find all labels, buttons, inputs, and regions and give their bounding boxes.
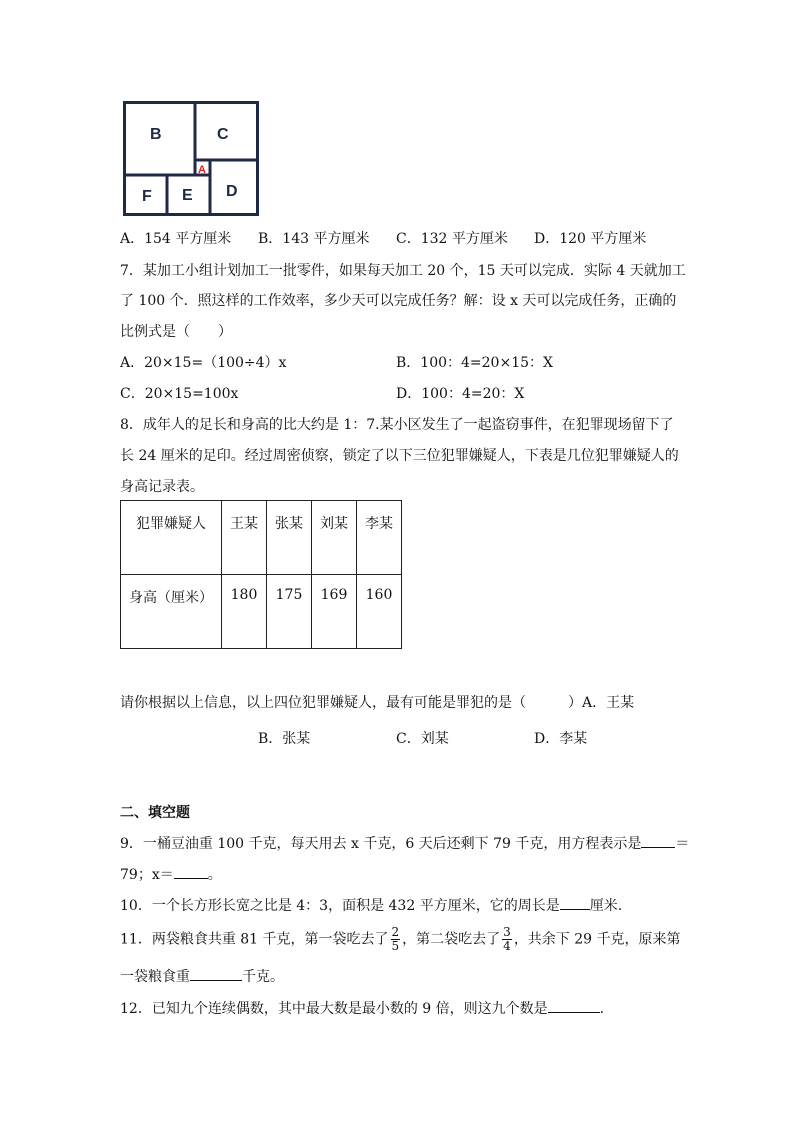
q8-line3: 身高记录表。 [120,479,204,495]
q10-unit: 厘米. [589,898,623,914]
q7-option-b: B．100：4=20×15：X [396,355,553,371]
q12-line [120,998,604,1018]
q8-question: 请你根据以上信息，以上四位犯罪嫌疑人，最有可能是罪犯的是（ ）A．王某 [120,695,635,711]
table-cell: 160 [357,575,402,649]
q10-line [120,895,622,915]
q8-line1: 8．成年人的足长和身高的比大约是 1：7.某小区发生了一起盗窃事件，在犯罪现场留下了 [120,417,674,433]
q10-blank[interactable] [560,895,590,910]
q6-option-c: C．132 平方厘米 [396,231,508,247]
table-cell: 169 [312,575,357,649]
q11-text-4: 一袋粮食重 [120,969,190,985]
table-cell: 175 [267,575,312,649]
label-a: A [198,164,206,176]
label-c: C [217,126,229,143]
label-e: E [182,187,193,204]
fraction-two-fifths [391,926,401,953]
q11-text: 11．两袋粮食共重 81 千克，第一袋吃去了 [120,931,389,948]
q7-line3: 比例式是（ ） [120,324,232,340]
q7-option-a: A．20×15=（100÷4）x [120,355,287,371]
fraction-numerator: 3 [503,925,511,939]
fraction-three-quarters [502,926,512,953]
q7-line1: 7．某加工小组计划加工一批零件，如果每天加工 20 个，15 天可以完成．实际 4 天就加工 [120,263,686,279]
q8-option-d: D．李某 [534,731,588,747]
q8-line2: 长 24 厘米的足印。经过周密侦察，锁定了以下三位犯罪嫌疑人，下表是几位犯罪嫌疑人的 [120,448,679,464]
suspect-height-table [120,500,402,649]
q9-end: 。 [207,867,222,883]
section-title-fill-in: 二、填空题 [120,805,190,821]
q10-text: 10．一个长方形长宽之比是 4：3，面积是 432 平方厘米，它的周长是 [120,898,560,914]
label-f: F [142,188,152,205]
table-header-cell: 犯罪嫌疑人 [121,501,222,575]
q8-option-c: C．刘某 [396,731,449,747]
q6-option-b: B．143 平方厘米 [258,231,370,247]
q8-option-b: B．张某 [258,731,311,747]
q7-option-c: C．20×15=100x [120,386,239,402]
q11-line1 [120,926,681,953]
q6-option-d: D．120 平方厘米 [534,231,647,247]
table-header-cell: 李某 [357,501,402,575]
q12-blank[interactable] [548,998,600,1013]
q6-option-a: A．154 平方厘米 [120,231,232,247]
q11-text-3: ，共余下 29 千克，原来第 [513,931,681,948]
q7-line2: 了 100 个．照这样的工作效率，多少天可以完成任务？解：设 x 天可以完成任务，正确的 [120,293,677,309]
fraction-denominator: 5 [391,939,400,953]
table-cell: 180 [222,575,267,649]
table-header-cell: 张某 [267,501,312,575]
q9-line1 [120,833,689,853]
q9-blank-expression[interactable] [641,833,675,848]
q12-text: 12．已知九个连续偶数，其中最大数是最小数的 9 倍，则这九个数是 [120,1001,548,1017]
q11-text-2: ，第二袋吃去了 [402,931,501,948]
fraction-numerator: 2 [391,925,400,939]
q9-text: 9．一桶豆油重 100 千克，每天用去 x 千克，6 天后还剩下 79 千克，用方程表示是 [120,836,642,852]
q12-end: . [599,1001,605,1017]
table-header-cell: 刘某 [312,501,357,575]
label-d: D [226,183,238,200]
table-header-cell: 王某 [222,501,267,575]
q11-blank[interactable] [190,966,242,981]
q11-line2 [120,966,284,986]
table-cell: 身高（厘米） [121,575,222,649]
area-figure [122,100,260,218]
q7-option-d: D．100：4=20：X [396,386,525,402]
fraction-denominator: 4 [503,939,511,953]
table-header-row [121,501,402,575]
q9-line2 [120,864,222,884]
q9-equals: ＝ [675,836,690,852]
label-b: B [150,126,162,143]
q9-text-2: 79；x＝ [120,867,174,883]
q6-options [120,228,231,248]
q9-blank-x[interactable] [174,864,208,879]
table-row [121,575,402,649]
q11-unit: 千克。 [242,969,284,985]
